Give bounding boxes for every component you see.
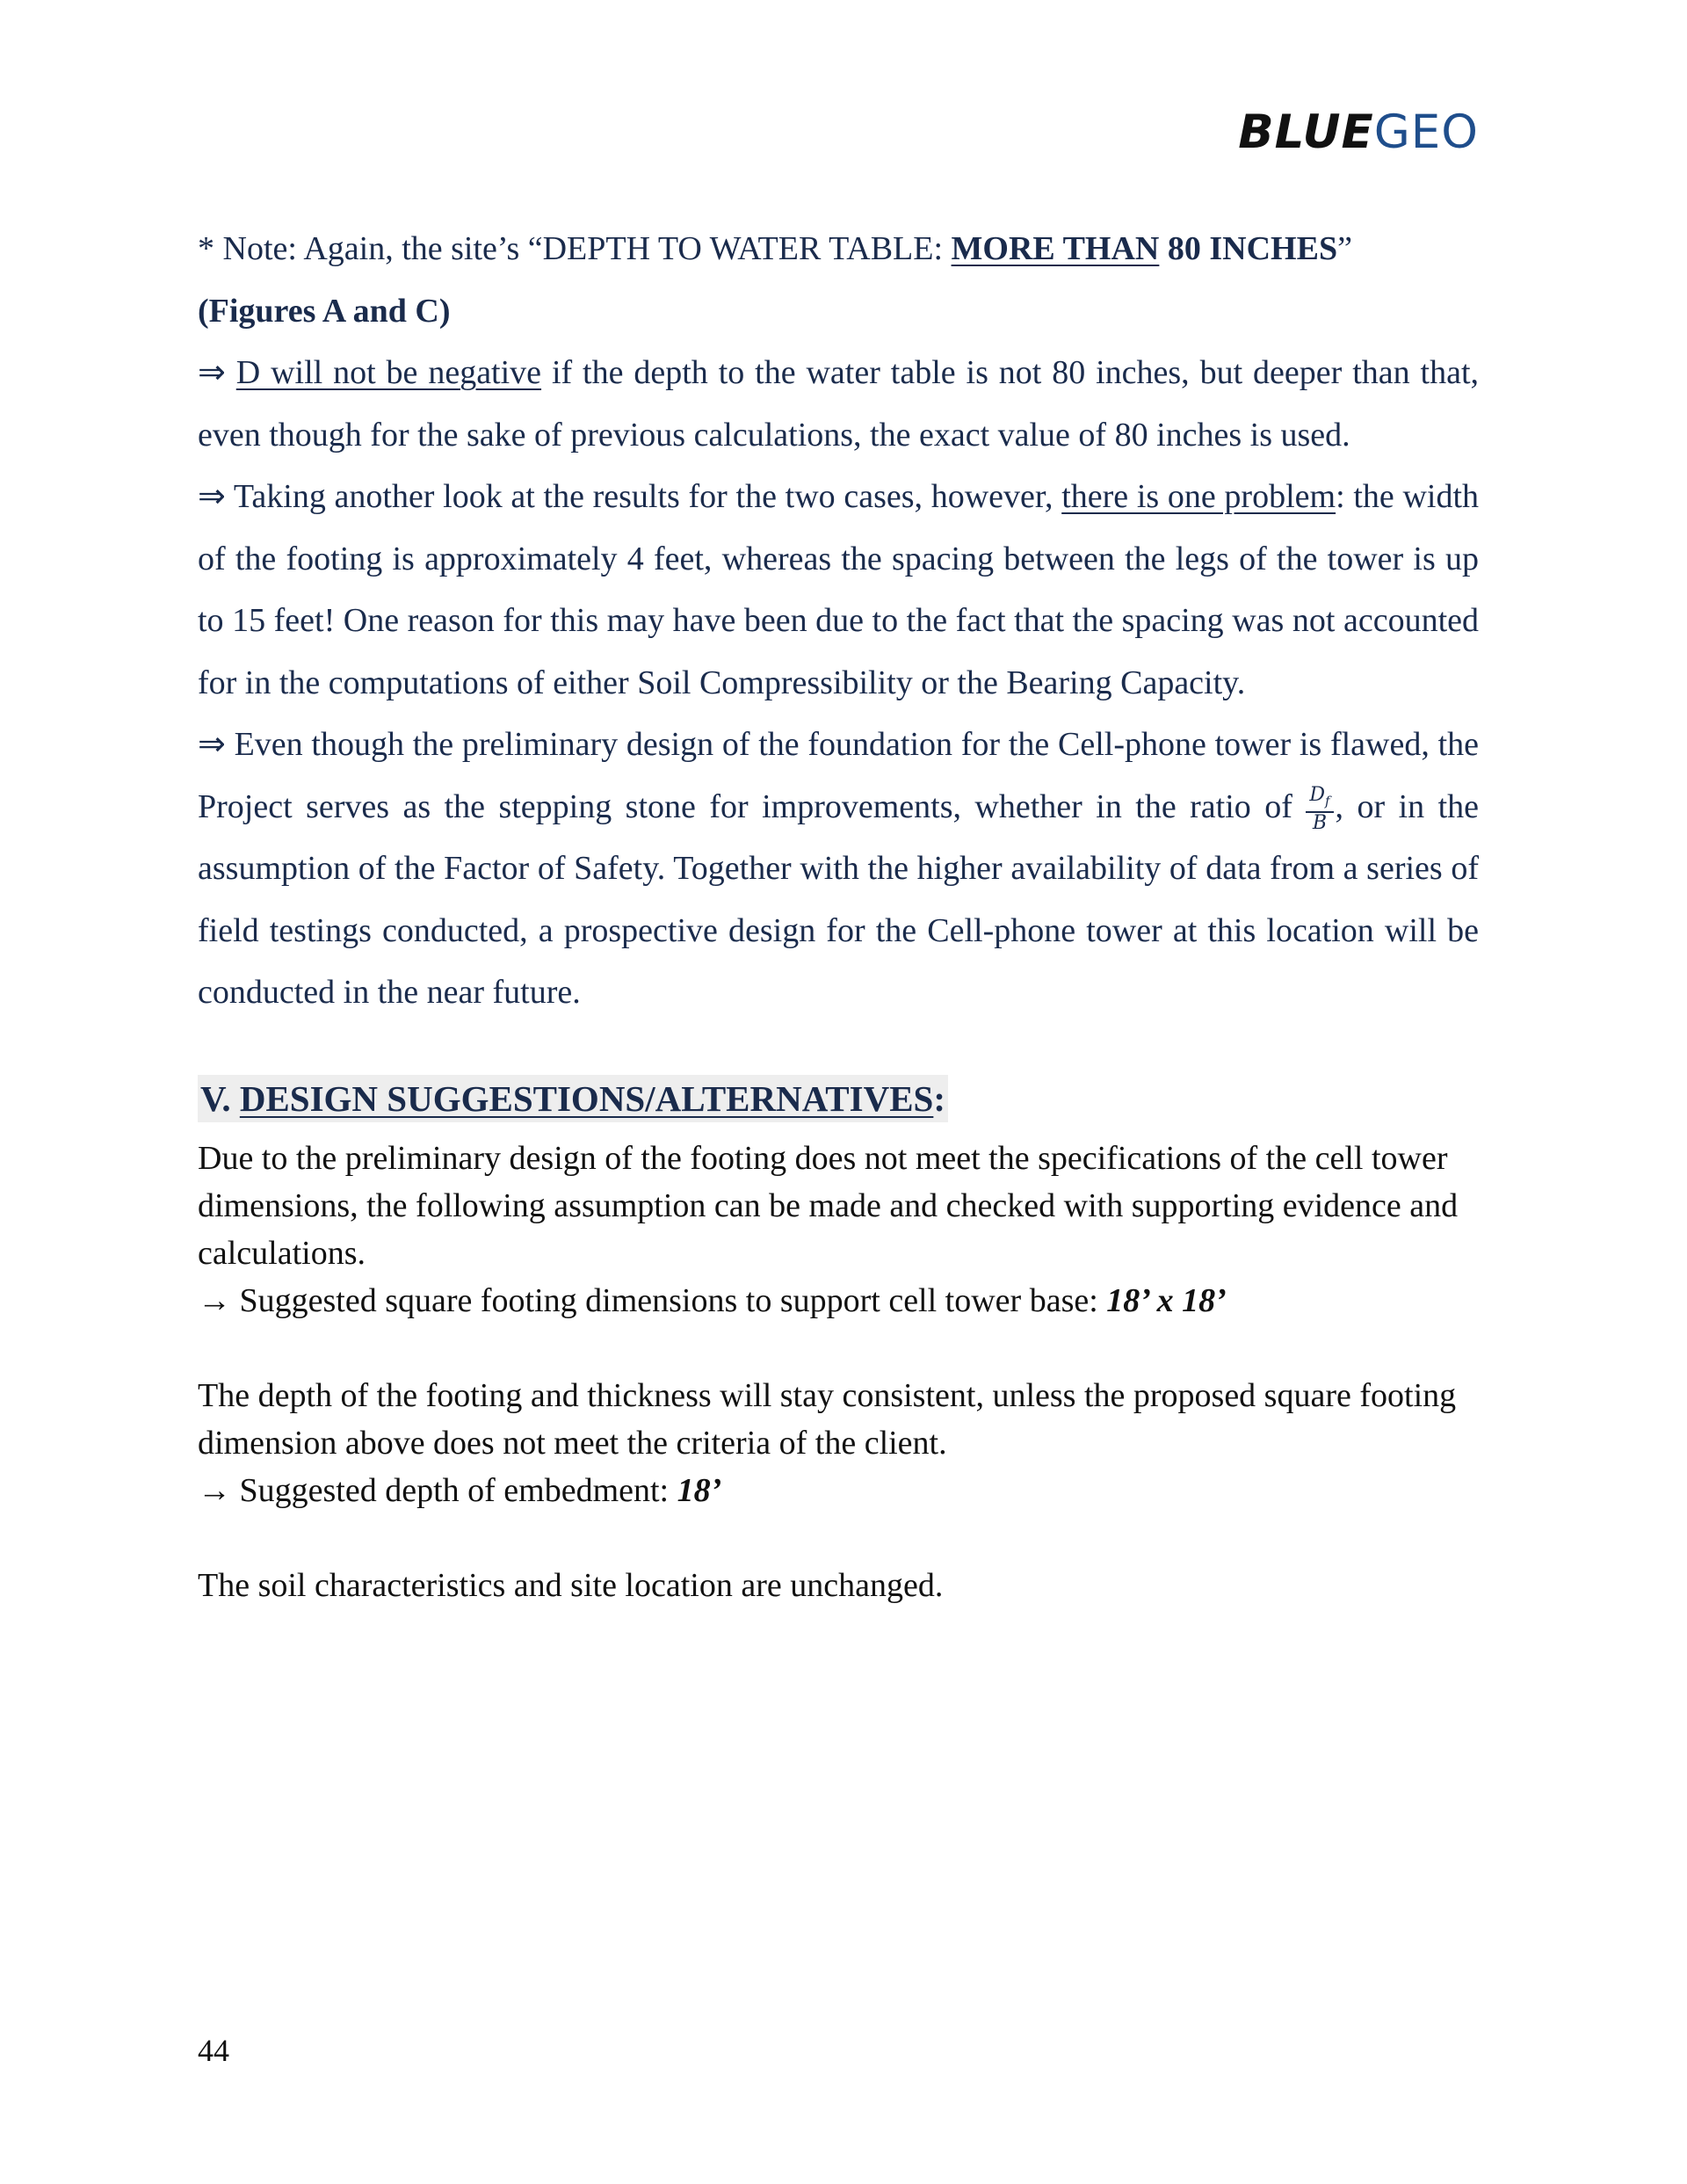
note-more-than: MORE THAN	[951, 230, 1160, 267]
fraction-numerator: D	[1309, 783, 1325, 806]
point-1	[198, 342, 1479, 466]
note-close-quote: ”	[1337, 230, 1352, 267]
point-2-rest: : the width of the footing is approximately 4 feet, whereas the spacing between the legs of the tower is up to 15 feet! One reason for this may have been due to the fact that the spacing was not accounted for in the computations of either Soil Compressibility or the Bearing Capacity.	[198, 478, 1479, 701]
arrow-icon: ⇒	[198, 354, 236, 391]
point-2-underlined: there is one problem	[1061, 478, 1336, 515]
section-title: DESIGN SUGGESTIONS/ALTERNATIVES	[239, 1077, 934, 1119]
bullet-2-label: → Suggested depth of embedment:	[198, 1471, 677, 1509]
point-3-rest: , or in the assumption of the Factor of Safety. Together with the higher availability of data from a series of field testings conducted, a prospective design for the Cell-phone tower at this location will be conducted in the near future.	[198, 787, 1480, 1011]
bullet-2-value: 18’	[677, 1471, 722, 1509]
point-2	[198, 466, 1479, 714]
point-3-start: ⇒ Even though the preliminary design of the foundation for the Cell-phone tower is flawed, the Project serves as the stepping stone for improvements, whether in the ratio of	[198, 726, 1479, 825]
section-colon: :	[933, 1077, 946, 1119]
note-figures: (Figures A and C)	[198, 292, 451, 330]
bullet-footing-dimensions	[198, 1277, 1479, 1324]
logo-blue: BLUE	[1238, 105, 1374, 159]
note-line	[198, 218, 1479, 280]
section-para-1: Due to the preliminary design of the footing does not meet the specifications of the cell tower dimensions, the following assumption can be made and checked with supporting evidence and calculations.	[198, 1139, 1459, 1272]
bullet-1-label: → Suggested square footing dimensions to support cell tower base:	[198, 1281, 1107, 1319]
note-prefix: * Note: Again, the site’s “DEPTH TO WATER TABLE:	[198, 230, 952, 267]
section-heading	[198, 1075, 948, 1122]
logo-geo: GEO	[1373, 105, 1479, 159]
bullet-embedment-depth	[198, 1467, 1479, 1514]
point-2-start: ⇒ Taking another look at the results for the two cases, however,	[198, 478, 1062, 515]
fraction-denominator: B	[1312, 811, 1328, 834]
df-over-b-fraction	[1306, 785, 1333, 834]
note-80-inches: 80 INCHES	[1159, 230, 1338, 267]
bullet-1-value: 18’ x 18’	[1106, 1281, 1227, 1319]
section-para-3: The soil characteristics and site location are unchanged.	[198, 1566, 944, 1604]
point-1-underlined: D will not be negative	[235, 354, 542, 391]
bluegeo-logo	[1238, 105, 1479, 159]
page-number: 44	[198, 2033, 229, 2068]
page-content	[198, 218, 1479, 1609]
point-3	[198, 714, 1479, 1024]
section-para-2: The depth of the footing and thickness will stay consistent, unless the proposed square footing dimension above does not meet the criteria of the client.	[198, 1376, 1457, 1462]
point-1-rest: if the depth to the water table is not 80 inches, but deeper than that, even though for the sake of previous calculations, the exact value of 80 inches is used.	[198, 354, 1479, 453]
section-number: V.	[200, 1077, 240, 1119]
fraction-subscript: f	[1324, 792, 1330, 809]
spacer	[198, 1514, 1479, 1562]
spacer	[198, 1324, 1479, 1372]
